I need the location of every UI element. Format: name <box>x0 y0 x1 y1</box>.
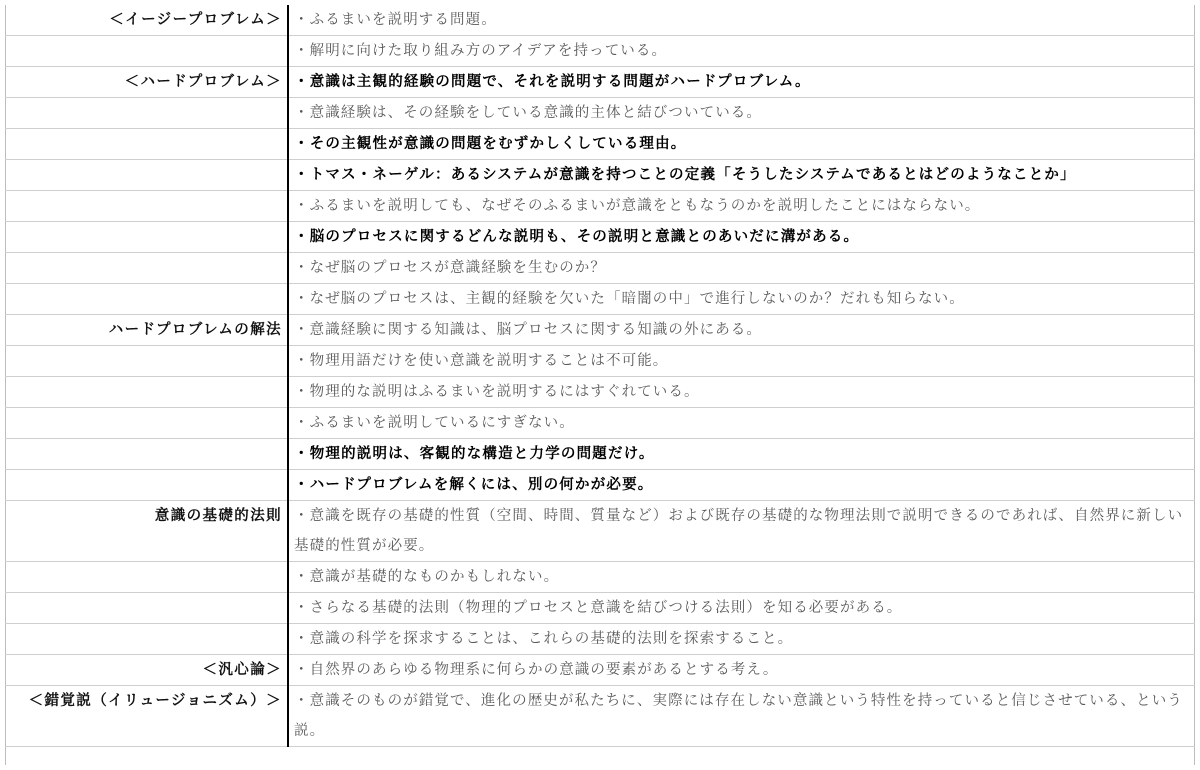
row-label <box>5 377 288 408</box>
row-label <box>5 593 288 624</box>
row-label <box>5 253 288 284</box>
row-text: ・ふるまいを説明しても、なぜそのふるまいが意識をともなうのかを説明したことにはならない。 <box>288 191 1195 222</box>
row-text: ・その主観性が意識の問題をむずかしくしている理由。 <box>288 129 1195 160</box>
row-text: ・自然界のあらゆる物理系に何らかの意識の要素があるとする考え。 <box>288 655 1195 686</box>
row-text: ・トマス・ネーゲル：あるシステムが意識を持つことの定義「そうしたシステムであるとはどのようなことか」 <box>288 160 1195 191</box>
table-row <box>5 5 1195 36</box>
row-text: ・ふるまいを説明する問題。 <box>288 5 1195 36</box>
row-text: ・意識そのものが錯覚で、進化の歴史が私たちに、実際には存在しない意識という特性を持っていると信じさせている、という説。 <box>288 686 1195 747</box>
row-label <box>5 160 288 191</box>
row-label <box>5 346 288 377</box>
row-label <box>5 129 288 160</box>
row-label <box>5 470 288 501</box>
table-row <box>5 470 1195 501</box>
table-row <box>5 624 1195 655</box>
table-row <box>5 36 1195 67</box>
row-text: ・意識が基礎的なものかもしれない。 <box>288 562 1195 593</box>
table-row <box>5 284 1195 315</box>
row-label <box>5 624 288 655</box>
row-label: ＜イージープロブレム＞ <box>5 5 288 36</box>
table-row <box>5 222 1195 253</box>
row-label <box>5 284 288 315</box>
row-text: ・なぜ脳のプロセスが意識経験を生むのか？ <box>288 253 1195 284</box>
row-label: ハードプロブレムの解法 <box>5 315 288 346</box>
row-text: ・さらなる基礎的法則（物理的プロセスと意識を結びつける法則）を知る必要がある。 <box>288 593 1195 624</box>
table-row <box>5 562 1195 593</box>
table-row <box>5 67 1195 98</box>
table-row <box>5 377 1195 408</box>
row-label <box>5 439 288 470</box>
row-label: ＜ハードプロブレム＞ <box>5 67 288 98</box>
row-text: ・意識の科学を探求することは、これらの基礎的法則を探索すること。 <box>288 624 1195 655</box>
row-text: ・なぜ脳のプロセスは、主観的経験を欠いた「暗闇の中」で進行しないのか？だれも知らない。 <box>288 284 1195 315</box>
row-label <box>5 191 288 222</box>
row-text: ・意識は主観的経験の問題で、それを説明する問題がハードプロブレム。 <box>288 67 1195 98</box>
row-label: ＜汎心論＞ <box>5 655 288 686</box>
table-row <box>5 191 1195 222</box>
row-text: ・意識経験は、その経験をしている意識的主体と結びついている。 <box>288 98 1195 129</box>
row-label: ＜錯覚説（イリュージョニズム）＞ <box>5 686 288 747</box>
notes-sheet <box>5 5 1195 747</box>
row-text: ・物理的説明は、客観的な構造と力学の問題だけ。 <box>288 439 1195 470</box>
row-text: ・ふるまいを説明しているにすぎない。 <box>288 408 1195 439</box>
row-label <box>5 36 288 67</box>
notes-table <box>5 5 1195 747</box>
table-row <box>5 160 1195 191</box>
table-row <box>5 501 1195 562</box>
row-text: ・解明に向けた取り組み方のアイデアを持っている。 <box>288 36 1195 67</box>
table-row <box>5 655 1195 686</box>
row-label <box>5 408 288 439</box>
table-row <box>5 98 1195 129</box>
row-text: ・意識を既存の基礎的性質（空間、時間、質量など）および既存の基礎的な物理法則で説明できるのであれば、自然界に新しい基礎的性質が必要。 <box>288 501 1195 562</box>
table-row <box>5 315 1195 346</box>
table-row <box>5 129 1195 160</box>
table-row <box>5 346 1195 377</box>
table-row <box>5 408 1195 439</box>
row-text: ・ハードプロブレムを解くには、別の何かが必要。 <box>288 470 1195 501</box>
row-label <box>5 222 288 253</box>
row-label <box>5 562 288 593</box>
row-text: ・意識経験に関する知識は、脳プロセスに関する知識の外にある。 <box>288 315 1195 346</box>
row-text: ・物理的な説明はふるまいを説明するにはすぐれている。 <box>288 377 1195 408</box>
row-text: ・物理用語だけを使い意識を説明することは不可能。 <box>288 346 1195 377</box>
row-label <box>5 98 288 129</box>
table-row <box>5 253 1195 284</box>
table-row <box>5 686 1195 747</box>
row-label: 意識の基礎的法則 <box>5 501 288 562</box>
table-row <box>5 593 1195 624</box>
row-text: ・脳のプロセスに関するどんな説明も、その説明と意識とのあいだに溝がある。 <box>288 222 1195 253</box>
table-row <box>5 439 1195 470</box>
